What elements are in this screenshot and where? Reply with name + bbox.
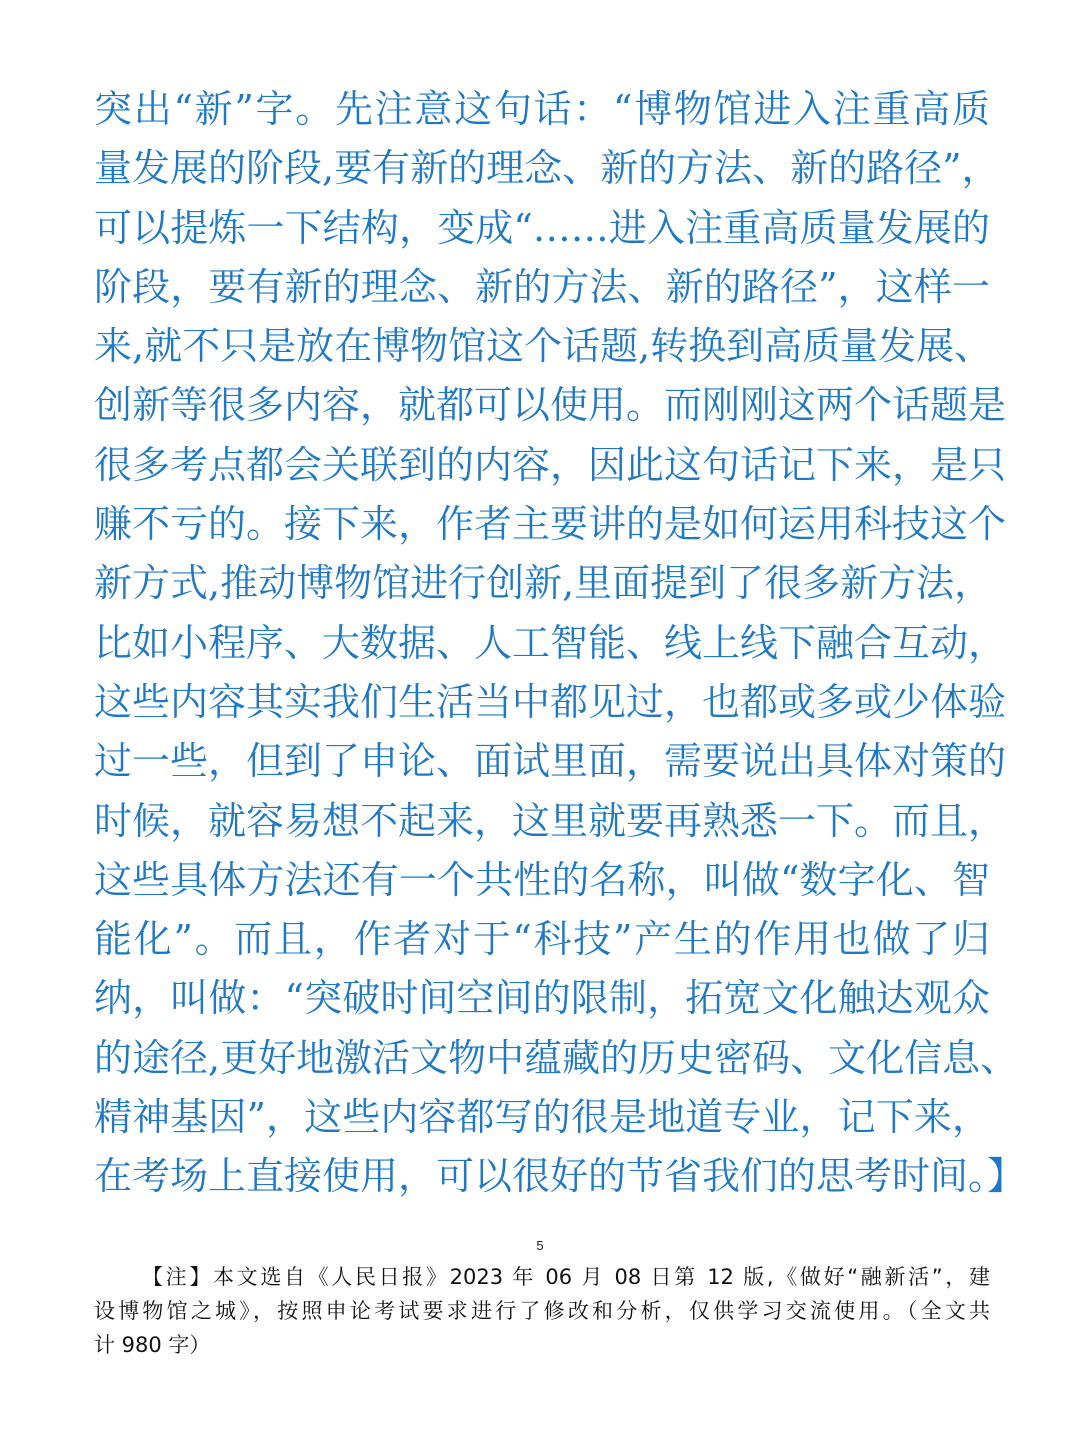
- body-line: 来,就不只是放在博物馆这个话题,转换到高质量发展、: [94, 324, 993, 369]
- page-number: 5: [536, 1238, 544, 1253]
- body-line: 精神基因”，这些内容都写的很是地道专业，记下来，: [94, 1095, 990, 1140]
- body-line: 的途径,更好地激活文物中蕴藏的历史密码、文化信息、: [94, 1035, 1019, 1080]
- body-line: 时候，就容易想不起来，这里就要再熟悉一下。而且，: [94, 798, 1007, 843]
- body-line: 这些内容其实我们生活当中都见过，也都或多或少体验: [94, 679, 1007, 724]
- note-line: 设博物馆之城》，按照申论考试要求进行了修改和分析，仅供学习交流使用。（全文共: [94, 1299, 990, 1323]
- body-line: 赚不亏的。接下来，作者主要讲的是如何运用科技这个: [94, 502, 1007, 547]
- body-line: 比如小程序、大数据、人工智能、线上线下融合互动，: [94, 620, 1007, 665]
- source-note: [94, 1260, 990, 1362]
- body-line: 过一些，但到了申论、面试里面，需要说出具体对策的: [94, 739, 1007, 784]
- note-line: 计 980 字）: [94, 1333, 211, 1357]
- body-line: 很多考点都会关联到的内容，因此这句话记下来，是只: [94, 442, 1007, 487]
- body-line: 纳，叫做：“突破时间空间的限制，拓宽文化触达观众: [94, 976, 990, 1021]
- body-line: 量发展的阶段,要有新的理念、新的方法、新的路径”，: [94, 146, 1000, 191]
- body-line: 这些具体方法还有一个共性的名称，叫做“数字化、智: [94, 857, 990, 902]
- body-line: 新方式,推动博物馆进行创新,里面提到了很多新方法，: [94, 561, 993, 606]
- body-line: 创新等很多内容，就都可以使用。而刚刚这两个话题是: [94, 383, 1007, 428]
- body-line: 可以提炼一下结构，变成“……进入注重高质量发展的: [94, 205, 990, 250]
- body-line: 能化”。而且，作者对于“科技”产生的作用也做了归: [94, 917, 990, 962]
- body-line: 阶段，要有新的理念、新的方法、新的路径”，这样一: [94, 264, 990, 309]
- note-line: 【注】本文选自《人民日报》2023 年 06 月 08 日第 12 版,《做好“融新活”，建: [142, 1265, 990, 1289]
- body-line: 在考场上直接使用，可以很好的节省我们的思考时间。】: [94, 1154, 1026, 1199]
- analysis-body-text: [94, 80, 1026, 1207]
- body-line: 突出“新”字。先注意这句话：“博物馆进入注重高质: [94, 87, 990, 131]
